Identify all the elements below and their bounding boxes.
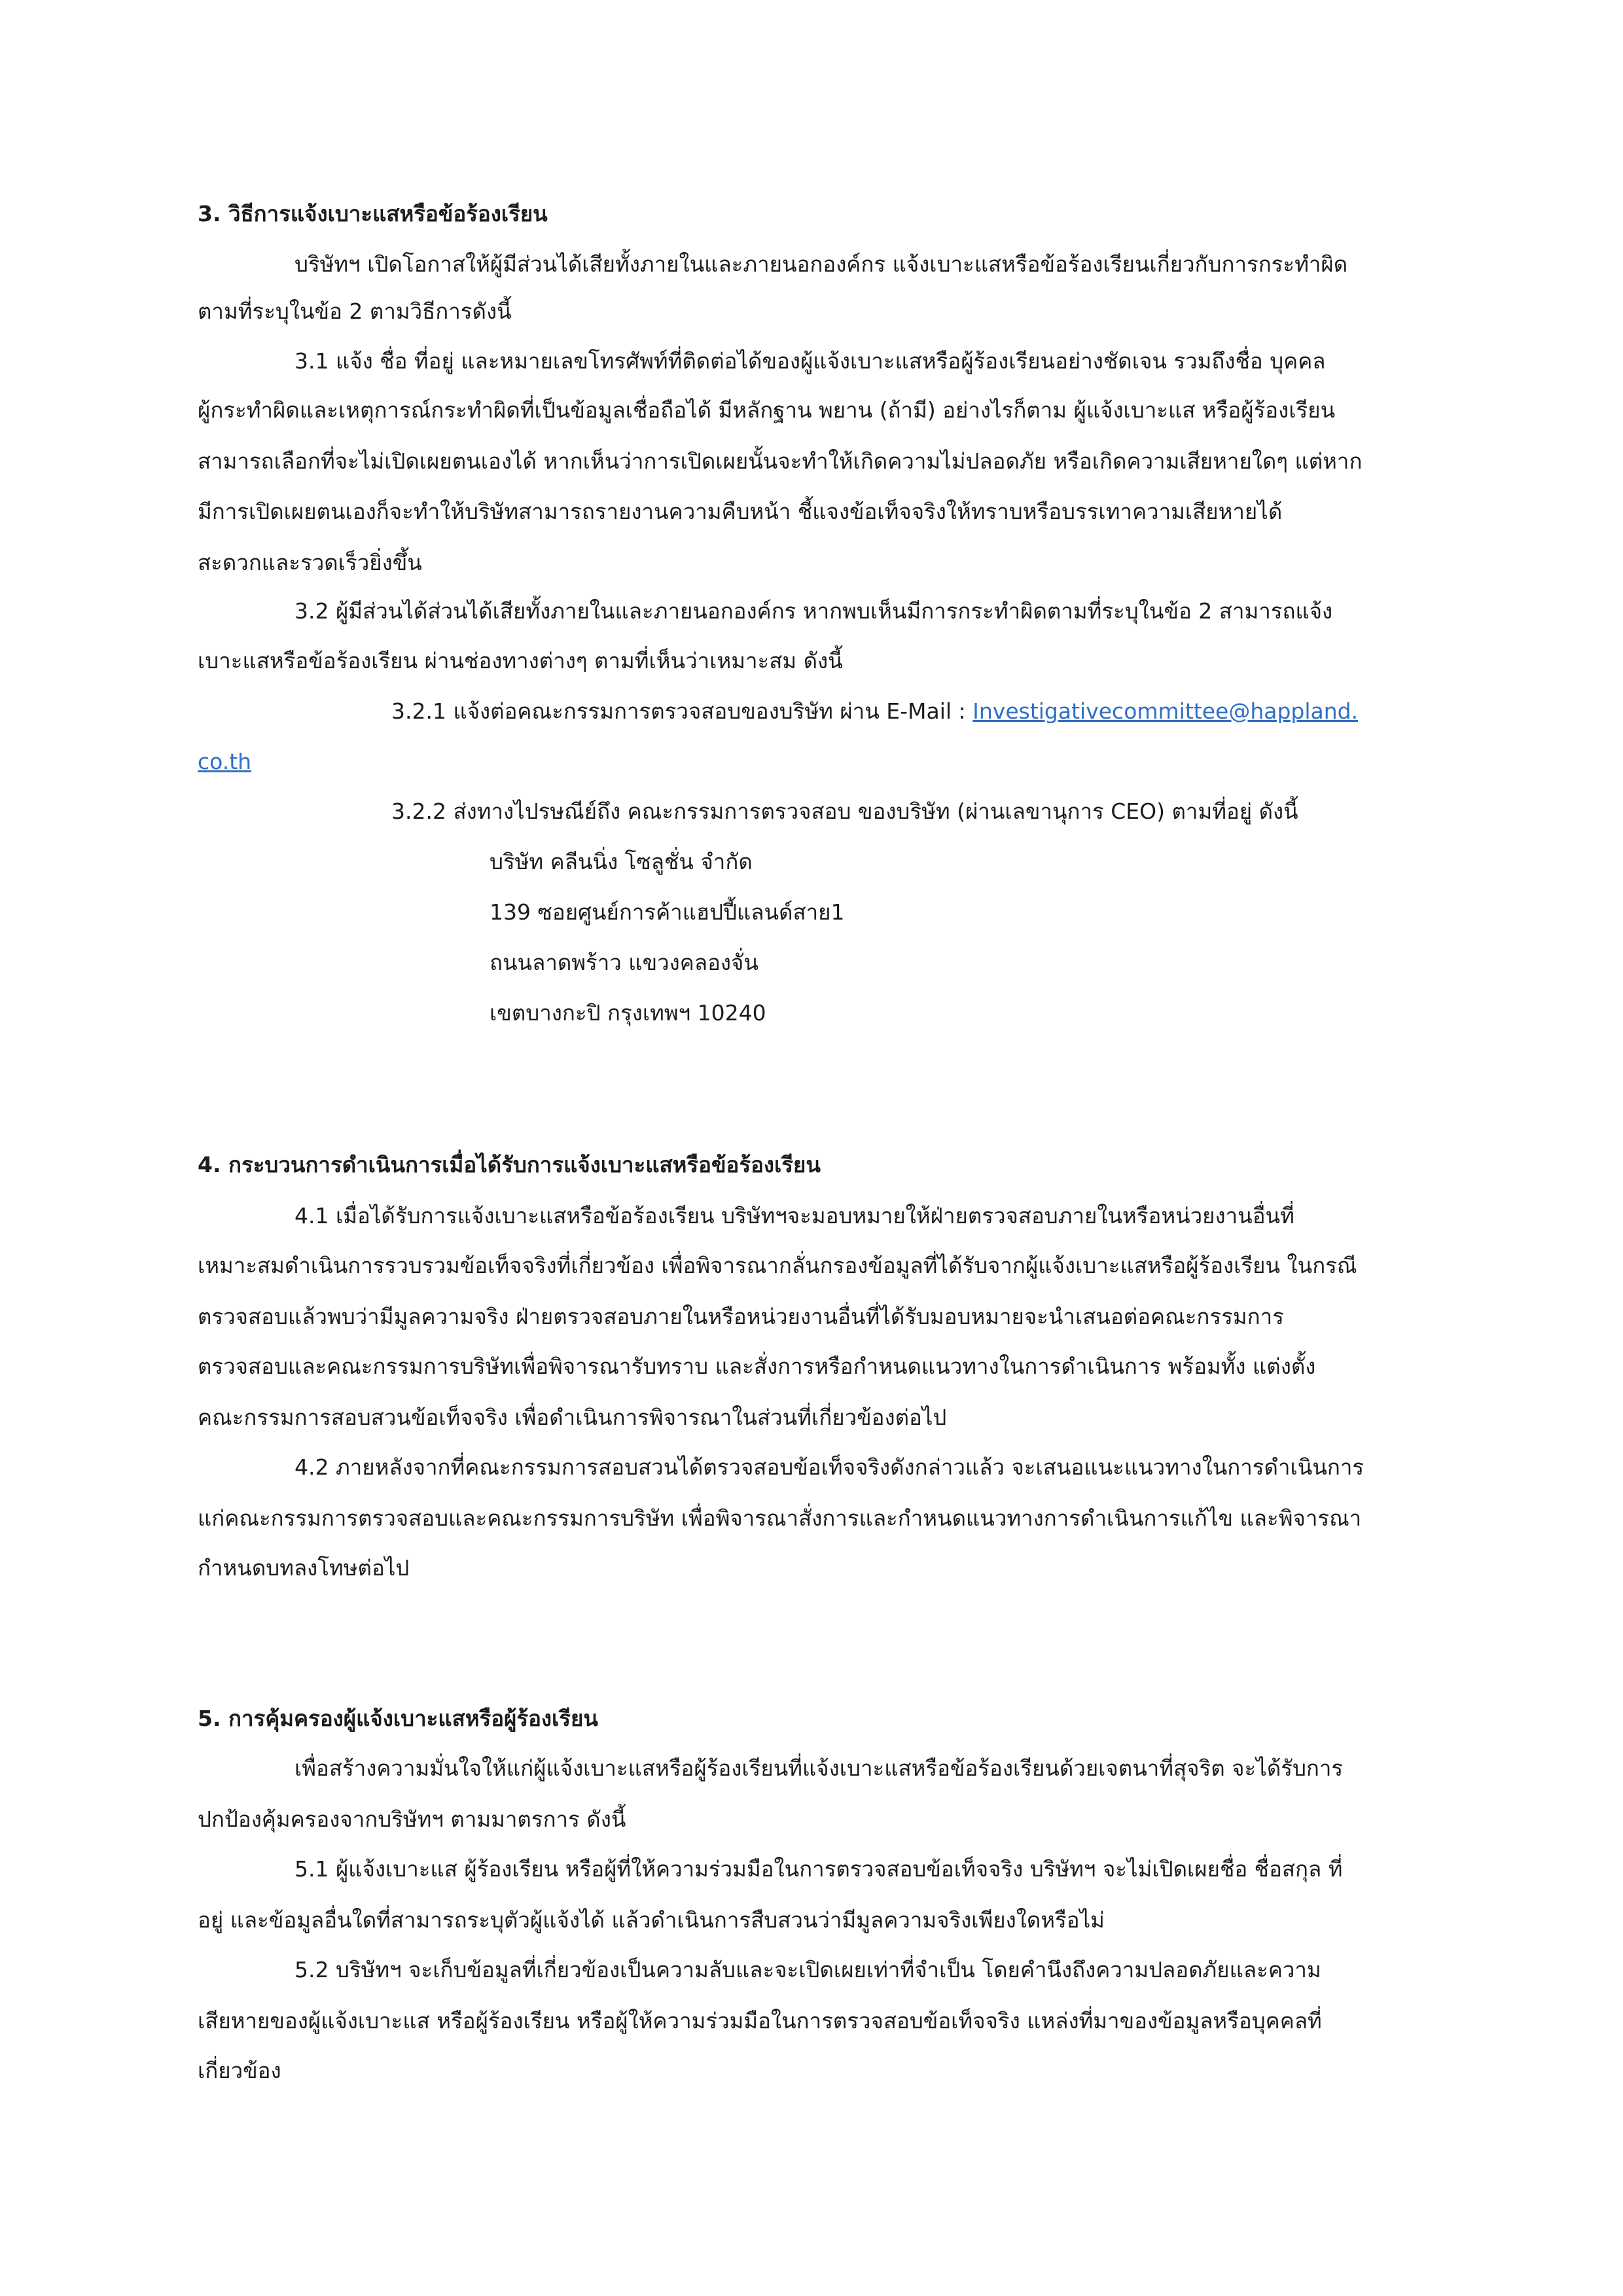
item-4-2-line: กำหนดบทลงโทษต่อไป — [198, 1555, 410, 1581]
item-3-1-line: ผู้กระทำผิดและเหตุการณ์กระทำผิดที่เป็นข้อมูลเชื่อถือได้ มีหลักฐาน พยาน (ถ้ามี) อย่างไรก็ตาม ผู้แจ้งเบาะแส หรือผู้ร้องเรียน — [198, 397, 1336, 423]
item-3-1-line: สามารถเลือกที่จะไม่เปิดเผยตนเองได้ หากเห็นว่าการเปิดเผยนั้นจะทำให้เกิดความไม่ปลอดภัย หรือเกิดความเสียหายใดๆ แต่หาก — [198, 448, 1363, 474]
item-4-1-line: คณะกรรมการสอบสวนข้อเท็จจริง เพื่อดำเนินการพิจารณาในส่วนที่เกี่ยวข้องต่อไป — [198, 1405, 947, 1430]
item-4-1-line: 4.1 เมื่อได้รับการแจ้งเบาะแสหรือข้อร้องเรียน บริษัทฯจะมอบหมายให้ฝ่ายตรวจสอบภายในหรือหน่วยงานอื่นที่ — [294, 1203, 1294, 1229]
item-3-2-2: 3.2.2 ส่งทางไปรษณีย์ถึง คณะกรรมการตรวจสอบ ของบริษัท (ผ่านเลขานุการ CEO) ตามที่อยู่ ดังนี้ — [391, 798, 1298, 824]
item-4-2-line: 4.2 ภายหลังจากที่คณะกรรมการสอบสวนได้ตรวจสอบข้อเท็จจริงดังกล่าวแล้ว จะเสนอแนะแนวทางในการดำเนินการ — [294, 1454, 1364, 1480]
item-3-2-1-text: 3.2.1 แจ้งต่อคณะกรรมการตรวจสอบของบริษัท ผ่าน E-Mail : — [391, 698, 973, 724]
section-3-intro-line: ตามที่ระบุในข้อ 2 ตามวิธีการดังนี้ — [198, 298, 512, 324]
address-line: บริษัท คลีนนิ่ง โซลูชั่น จำกัด — [490, 849, 753, 874]
item-3-1-line: สะดวกและรวดเร็วยิ่งขึ้น — [198, 550, 422, 575]
section-3-intro-line: บริษัทฯ เปิดโอกาสให้ผู้มีส่วนได้เสียทั้งภายในและภายนอกองค์กร แจ้งเบาะแสหรือข้อร้องเรียนเกี่ยวกับการกระทำผิด — [294, 251, 1348, 277]
email-link[interactable]: Investigativecommittee@happland. — [972, 698, 1359, 724]
item-4-1-line: เหมาะสมดำเนินการรวบรวมข้อเท็จจริงที่เกี่ยวข้อง เพื่อพิจารณากลั่นกรองข้อมูลที่ได้รับจากผู้แจ้งเบาะแสหรือผู้ร้องเรียน ในกรณี — [198, 1253, 1357, 1278]
item-3-2-line: 3.2 ผู้มีส่วนได้ส่วนได้เสียทั้งภายในและภายนอกองค์กร หากพบเห็นมีการกระทำผิดตามที่ระบุในข้อ 2 สามารถแจ้ง — [294, 598, 1333, 624]
item-5-2-line: เสียหายของผู้แจ้งเบาะแส หรือผู้ร้องเรียน หรือผู้ให้ความร่วมมือในการตรวจสอบข้อเท็จจริง แหล่งที่มาของข้อมูลหรือบุคคลที่ — [198, 2008, 1322, 2034]
address-line: 139 ซอยศูนย์การค้าแฮปปี้แลนด์สาย1 — [490, 899, 845, 925]
item-3-1-line: มีการเปิดเผยตนเองก็จะทำให้บริษัทสามารถรายงานความคืบหน้า ชี้แจงข้อเท็จจริงให้ทราบหรือบรรเทาความเสียหายได้ — [198, 499, 1283, 524]
item-5-1-line: อยู่ และข้อมูลอื่นใดที่สามารถระบุตัวผู้แจ้งได้ แล้วดำเนินการสืบสวนว่ามีมูลความจริงเพียงใดหรือไม่ — [198, 1907, 1105, 1933]
item-4-2-line: แก่คณะกรรมการตรวจสอบและคณะกรรมการบริษัท เพื่อพิจารณาสั่งการและกำหนดแนวทางการดำเนินการแก้ไข และพิจารณา — [198, 1505, 1362, 1531]
item-3-1-line: 3.1 แจ้ง ชื่อ ที่อยู่ และหมายเลขโทรศัพท์ที่ติดต่อได้ของผู้แจ้งเบาะแสหรือผู้ร้องเรียนอย่างชัดเจน รวมถึงชื่อ บุคคล — [294, 348, 1326, 374]
item-5-1-line: 5.1 ผู้แจ้งเบาะแส ผู้ร้องเรียน หรือผู้ที่ให้ความร่วมมือในการตรวจสอบข้อเท็จจริง บริษัทฯ จะไม่เปิดเผยชื่อ ชื่อสกุล ที่ — [294, 1856, 1343, 1882]
email-link-continuation — [198, 747, 251, 776]
section-5-intro-line: ปกป้องคุ้มครองจากบริษัทฯ ตามมาตรการ ดังนี้ — [198, 1806, 626, 1832]
section-4-heading: 4. กระบวนการดำเนินการเมื่อได้รับการแจ้งเบาะแสหรือข้อร้องเรียน — [198, 1152, 821, 1177]
item-4-1-line: ตรวจสอบแล้วพบว่ามีมูลความจริง ฝ่ายตรวจสอบภายในหรือหน่วยงานอื่นที่ได้รับมอบหมายจะนำเสนอต่อคณะกรรมการ — [198, 1304, 1284, 1329]
section-5-heading: 5. การคุ้มครองผู้แจ้งเบาะแสหรือผู้ร้องเรียน — [198, 1706, 598, 1731]
section-3-heading: 3. วิธีการแจ้งเบาะแสหรือข้อร้องเรียน — [198, 201, 548, 226]
section-5-intro-line: เพื่อสร้างความมั่นใจให้แก่ผู้แจ้งเบาะแสหรือผู้ร้องเรียนที่แจ้งเบาะแสหรือข้อร้องเรียนด้วยเจตนาที่สุจริต จะได้รับการ — [294, 1755, 1344, 1781]
item-5-2-line: 5.2 บริษัทฯ จะเก็บข้อมูลที่เกี่ยวข้องเป็นความลับและจะเปิดเผยเท่าที่จำเป็น โดยคำนึงถึงความปลอดภัยและความ — [294, 1957, 1321, 1982]
email-link-continued[interactable]: co.th — [198, 749, 252, 774]
item-5-2-line: เกี่ยวข้อง — [198, 2058, 281, 2083]
address-line: เขตบางกะปิ กรุงเทพฯ 10240 — [490, 1000, 766, 1026]
item-3-2-line: เบาะแสหรือข้อร้องเรียน ผ่านช่องทางต่างๆ ตามที่เห็นว่าเหมาะสม ดังนี้ — [198, 648, 843, 673]
item-3-2-1 — [391, 697, 1358, 726]
address-line: ถนนลาดพร้าว แขวงคลองจั่น — [490, 950, 758, 975]
item-4-1-line: ตรวจสอบและคณะกรรมการบริษัทเพื่อพิจารณารับทราบ และสั่งการหรือกำหนดแนวทางในการดำเนินการ พร้อมทั้ง แต่งตั้ง — [198, 1354, 1316, 1379]
